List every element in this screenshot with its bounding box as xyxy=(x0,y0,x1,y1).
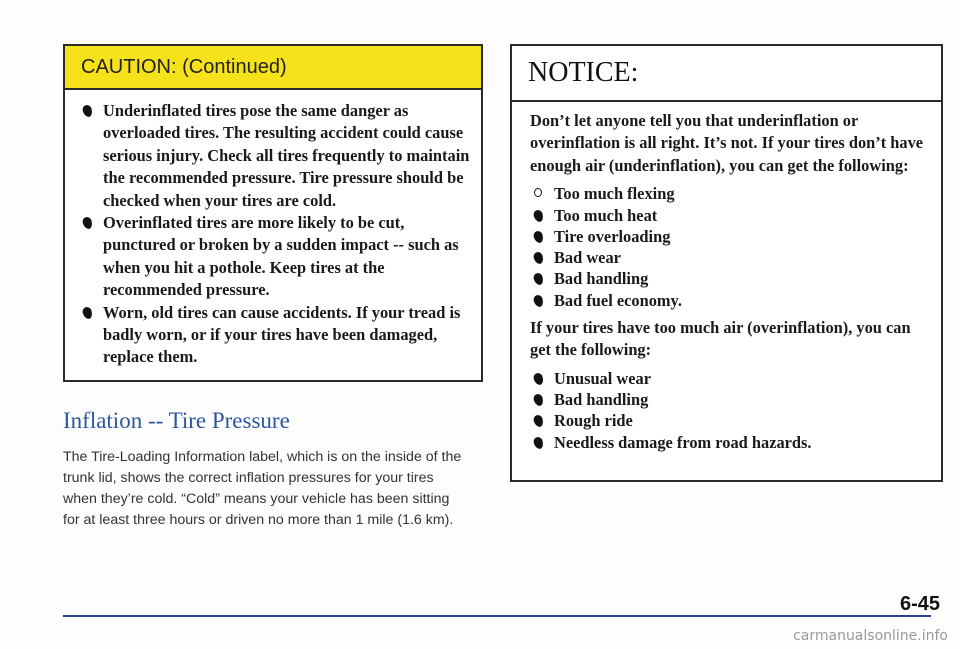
list-item xyxy=(530,268,925,289)
list-item-text: Needless damage from road hazards. xyxy=(554,432,812,452)
list-item xyxy=(530,368,925,389)
list-item xyxy=(530,183,925,204)
list-item-text: Tire overloading xyxy=(554,226,671,246)
bullet-icon xyxy=(532,294,544,308)
caution-item-text: Worn, old tires can cause accidents. If your tread is badly worn, or if your tires have been damaged, replace them. xyxy=(103,302,461,367)
list-item-text: Too much flexing xyxy=(554,184,675,204)
bullet-icon xyxy=(532,393,544,407)
bullet-icon xyxy=(81,306,93,320)
notice-intro: Don’t let anyone tell you that underinflation or overinflation is all right. It’s not. If your tires don’t have enough air (underinflation), you can get the following: xyxy=(530,111,924,175)
bullet-icon xyxy=(81,216,93,230)
caution-item xyxy=(79,100,471,212)
bullet-icon xyxy=(532,208,544,222)
section-body: The Tire-Loading Information label, which is on the inside of the trunk lid, shows the correct inflation pressures for your tires when they’re cold. “Cold” means your vehicle has been sitting for at least three hours or driven no more than 1 mile (1.6 km). xyxy=(63,449,462,528)
list-item xyxy=(530,226,925,247)
list-item-text: Bad wear xyxy=(554,248,621,268)
section-title: Inflation -- Tire Pressure xyxy=(63,408,290,433)
list-item xyxy=(530,432,925,453)
list-item-text: Bad fuel economy. xyxy=(554,290,682,310)
caution-header: CAUTION: (Continued) xyxy=(65,46,481,90)
bullet-icon xyxy=(532,272,544,286)
bullet-icon xyxy=(534,188,542,197)
notice-header: NOTICE: xyxy=(512,46,941,102)
footer-rule xyxy=(63,615,931,617)
caution-item xyxy=(79,302,471,369)
bullet-icon xyxy=(532,372,544,386)
list-item-text: Unusual wear xyxy=(554,368,651,388)
caution-item xyxy=(79,212,471,302)
list-item-text: Bad handling xyxy=(554,269,649,289)
list-item xyxy=(530,389,925,410)
caution-item-text: Overinflated tires are more likely to be cut, punctured or broken by a sudden impact -- such as when you hit a pothole. Keep tires at the recommended pressure. xyxy=(103,213,459,300)
list-item-text: Bad handling xyxy=(554,390,649,410)
underinflation-list xyxy=(530,183,925,311)
bullet-icon xyxy=(532,251,544,265)
caution-item-text: Underinflated tires pose the same danger as overloaded tires. The resulting accident could cause serious injury. Check all tires frequently to maintain the recommended pressure. Tire pressure should be checked when your tires are cold. xyxy=(103,101,470,210)
bullet-icon xyxy=(532,230,544,244)
caution-list xyxy=(65,90,481,369)
bullet-icon xyxy=(81,104,93,118)
watermark: carmanualsonline.info xyxy=(793,628,948,644)
notice-over-intro: If your tires have too much air (overinflation), you can get the following: xyxy=(530,318,911,360)
overinflation-list xyxy=(530,368,925,453)
bullet-icon xyxy=(532,414,544,428)
caution-box xyxy=(63,44,483,382)
list-item xyxy=(530,410,925,431)
bullet-icon xyxy=(532,436,544,450)
list-item-text: Too much heat xyxy=(554,205,658,225)
notice-content xyxy=(512,102,941,453)
list-item xyxy=(530,205,925,226)
list-item xyxy=(530,290,925,311)
notice-box xyxy=(510,44,943,482)
page-number: 6-45 xyxy=(899,593,940,615)
list-item-text: Rough ride xyxy=(554,411,633,431)
list-item xyxy=(530,247,925,268)
